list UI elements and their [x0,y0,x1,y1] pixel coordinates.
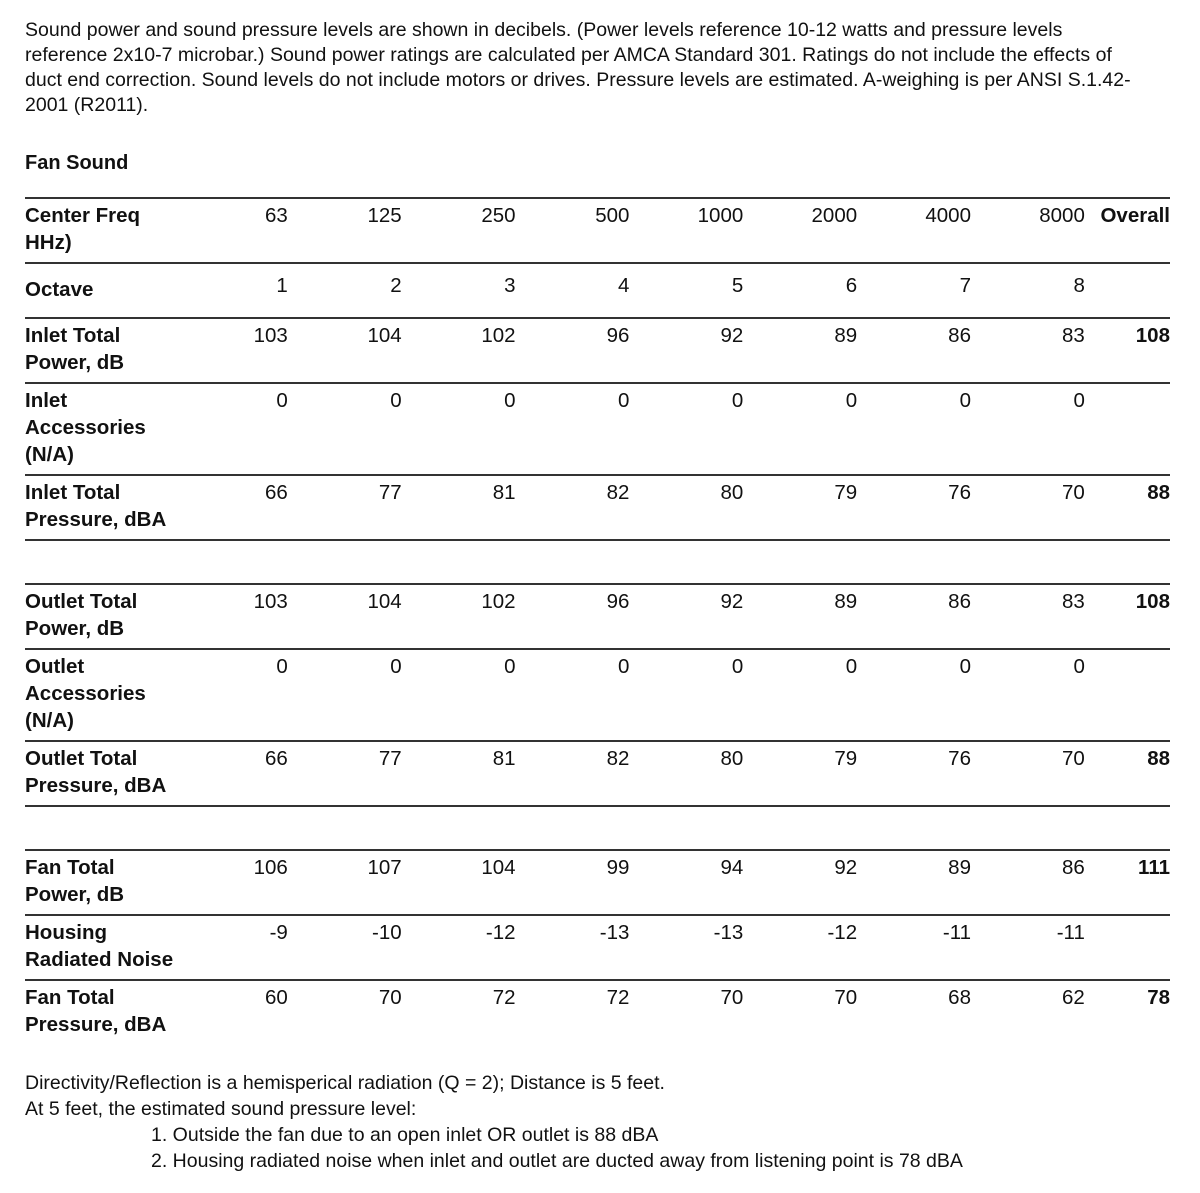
footer-item1: 1. Outside the fan due to an open inlet OR outlet is 88 dBA [151,1124,659,1146]
octave-cell: 6 [743,263,857,318]
section-title: Fan Sound [25,152,129,174]
octave-cell: 7 [857,263,971,318]
row-label-line: Pressure, dBA [25,1013,167,1036]
value-cell: 0 [743,649,857,741]
value-cell: -12 [402,915,516,980]
row-label-line: Fan Total [25,856,115,879]
table-row [25,649,1170,741]
freq-cell: 63 [174,198,288,263]
value-cell: 79 [743,741,857,806]
value-cell: 102 [402,318,516,383]
value-cell: 96 [516,584,630,649]
table-row [25,980,1170,1044]
row-label-line: Pressure, dBA [25,508,167,531]
value-cell: 86 [857,584,971,649]
header-label [25,198,174,263]
value-cell: -13 [629,915,743,980]
value-cell: 104 [288,318,402,383]
table-row [25,850,1170,915]
group-spacer-cell [25,540,1170,584]
row-label-line: Power, dB [25,351,125,374]
octave-cell: 1 [174,263,288,318]
value-cell: 0 [288,649,402,741]
value-cell: 76 [857,741,971,806]
value-cell: 0 [629,649,743,741]
table-row [25,475,1170,540]
value-cell: 81 [402,741,516,806]
value-cell: 77 [288,475,402,540]
value-cell: 86 [971,850,1085,915]
value-cell: 62 [971,980,1085,1044]
row-label-line: Pressure, dBA [25,774,167,797]
table-row [25,318,1170,383]
value-cell: 77 [288,741,402,806]
overall-cell: 108 [1085,584,1170,649]
row-label-line: Inlet Total [25,481,121,504]
footer-notes [25,1070,963,1174]
freq-cell: 250 [402,198,516,263]
octave-cell: 4 [516,263,630,318]
value-cell: 89 [743,584,857,649]
row-label [25,383,174,475]
value-cell: 0 [971,649,1085,741]
overall-cell: 78 [1085,980,1170,1044]
value-cell: 0 [288,383,402,475]
row-label-line: Power, dB [25,617,125,640]
value-cell: -11 [971,915,1085,980]
overall-cell: 88 [1085,741,1170,806]
value-cell: 82 [516,475,630,540]
value-cell: 94 [629,850,743,915]
row-label-line: (N/A) [25,709,74,732]
overall-cell [1085,915,1170,980]
header-label-line2: HHz) [25,231,72,254]
row-label-line: Outlet Total [25,747,138,770]
value-cell: 70 [629,980,743,1044]
row-label [25,649,174,741]
value-cell: 83 [971,584,1085,649]
row-label [25,980,174,1044]
row-label [25,318,174,383]
value-cell: 96 [516,318,630,383]
overall-cell [1085,383,1170,475]
octave-cell: 3 [402,263,516,318]
freq-cell: 2000 [743,198,857,263]
row-label-line: Accessories [25,682,146,705]
footer-item2: 2. Housing radiated noise when inlet and outlet are ducted away from listening point is 78 dBA [151,1150,963,1172]
value-cell: 66 [174,475,288,540]
row-label-line: Fan Total [25,986,115,1009]
value-cell: 70 [971,741,1085,806]
header-row [25,198,1170,263]
value-cell: 80 [629,475,743,540]
header-label-line1: Center Freq [25,204,141,227]
value-cell: 68 [857,980,971,1044]
overall-cell: 111 [1085,850,1170,915]
value-cell: 107 [288,850,402,915]
intro-paragraph: Sound power and sound pressure levels are shown in decibels. (Power levels reference 10-12 watts and pressure levels reference 2x10-7 microbar.) Sound power ratings are calculated per AMCA Standard 301. Ratings do not include the effects of duct end correction. Sound levels do not include motors or drives. Pressure levels are estimated. A-weighing is per ANSI S.1.42-2001 (R2011). [25,19,1131,116]
group-spacer-cell [25,806,1170,850]
value-cell: 0 [971,383,1085,475]
overall-cell: 88 [1085,475,1170,540]
value-cell: 0 [516,649,630,741]
value-cell: 104 [402,850,516,915]
value-cell: 103 [174,584,288,649]
value-cell: 89 [743,318,857,383]
value-cell: 99 [516,850,630,915]
value-cell: 102 [402,584,516,649]
row-label-line: Accessories [25,416,146,439]
table-row [25,741,1170,806]
row-label [25,475,174,540]
value-cell: 92 [629,318,743,383]
value-cell: -13 [516,915,630,980]
row-label-line: Outlet [25,655,85,678]
octave-cell: 2 [288,263,402,318]
value-cell: -12 [743,915,857,980]
value-cell: 89 [857,850,971,915]
freq-cell: 500 [516,198,630,263]
value-cell: 0 [516,383,630,475]
overall-cell: 108 [1085,318,1170,383]
value-cell: 60 [174,980,288,1044]
value-cell: 81 [402,475,516,540]
value-cell: 0 [174,383,288,475]
value-cell: 104 [288,584,402,649]
value-cell: 82 [516,741,630,806]
value-cell: -10 [288,915,402,980]
value-cell: 76 [857,475,971,540]
value-cell: 0 [174,649,288,741]
value-cell: 70 [971,475,1085,540]
row-label-line: Housing [25,921,107,944]
group-spacer [25,806,1170,850]
value-cell: 70 [288,980,402,1044]
row-label-line: Outlet Total [25,590,138,613]
freq-cell: 1000 [629,198,743,263]
fan-sound-table [25,197,1170,1044]
value-cell: 79 [743,475,857,540]
value-cell: 0 [402,649,516,741]
value-cell: -9 [174,915,288,980]
overall-header: Overall [1085,198,1170,263]
footer-line2: At 5 feet, the estimated sound pressure level: [25,1098,417,1120]
value-cell: 92 [629,584,743,649]
octave-cell: 8 [971,263,1085,318]
octave-label: Octave [25,263,174,318]
overall-cell [1085,649,1170,741]
footer-line1: Directivity/Reflection is a hemisperical radiation (Q = 2); Distance is 5 feet. [25,1072,665,1094]
table-row [25,584,1170,649]
value-cell: 86 [857,318,971,383]
value-cell: 106 [174,850,288,915]
value-cell: 0 [629,383,743,475]
row-label-line: (N/A) [25,443,74,466]
value-cell: 72 [402,980,516,1044]
row-label-line: Inlet Total [25,324,121,347]
group-spacer [25,540,1170,584]
row-label [25,741,174,806]
value-cell: 0 [743,383,857,475]
octave-cell: 5 [629,263,743,318]
value-cell: 72 [516,980,630,1044]
row-label [25,915,174,980]
freq-cell: 4000 [857,198,971,263]
value-cell: 66 [174,741,288,806]
freq-cell: 8000 [971,198,1085,263]
value-cell: 83 [971,318,1085,383]
octave-overall [1085,263,1170,318]
value-cell: 70 [743,980,857,1044]
row-label-line: Power, dB [25,883,125,906]
value-cell: 0 [402,383,516,475]
value-cell: 103 [174,318,288,383]
row-label-line: Radiated Noise [25,948,174,971]
table-row [25,915,1170,980]
row-label [25,584,174,649]
octave-row [25,263,1170,318]
row-label-line: Inlet [25,389,68,412]
value-cell: 0 [857,383,971,475]
value-cell: 80 [629,741,743,806]
value-cell: 92 [743,850,857,915]
value-cell: 0 [857,649,971,741]
freq-cell: 125 [288,198,402,263]
table-row [25,383,1170,475]
row-label [25,850,174,915]
value-cell: -11 [857,915,971,980]
